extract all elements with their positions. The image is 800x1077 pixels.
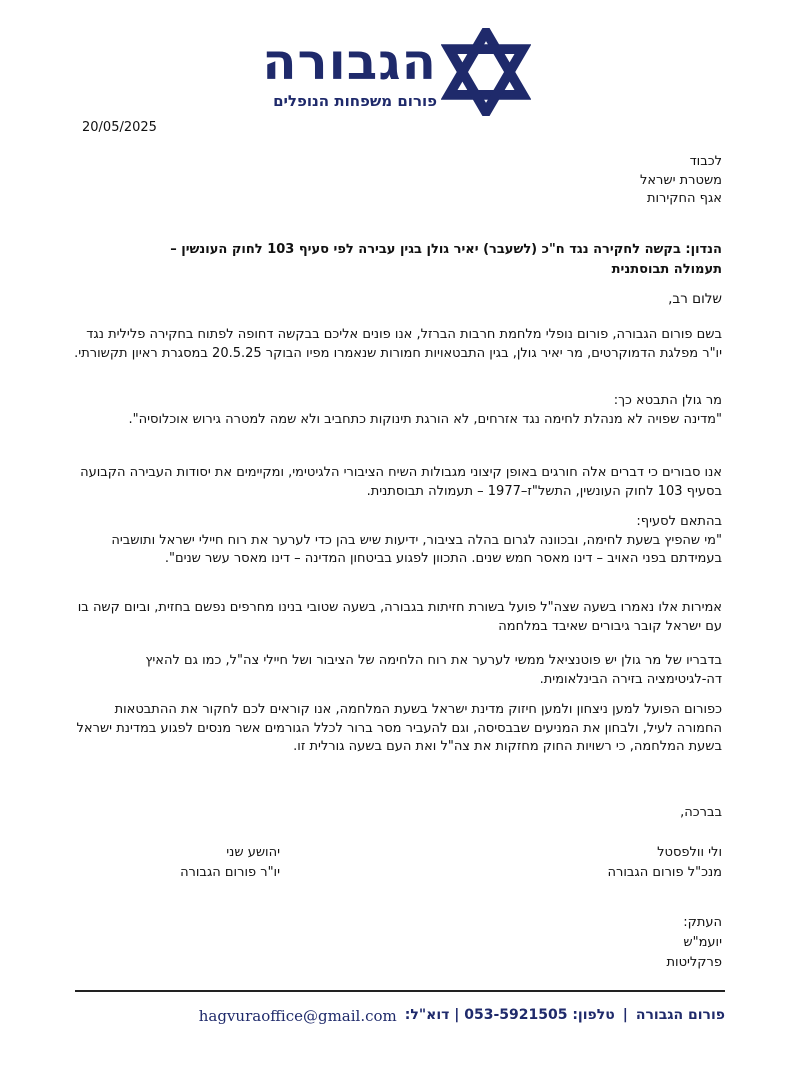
star-of-david-icon <box>441 28 531 116</box>
quote-text: "מדינה שפויה לא מנהלת לחימה נגד אזרחים, לא הורגת תינוקות כתחביב ולא שמה למטרה גירוש אוכלוסיה". <box>128 411 722 427</box>
signer-title: יו"ר פורום הגבורה <box>180 865 280 880</box>
signer-title: מנכ"ל פורום הגבורה <box>607 865 722 880</box>
footer-separator: | <box>622 1007 628 1023</box>
cc-item: יועמ"ש <box>683 935 722 950</box>
paragraph <box>72 464 722 501</box>
greeting <box>72 290 722 309</box>
paragraph-text: כפורום הפועל למען ניצחון ולמען חיזוק מדינת ישראל בשעת המלחמה, אנו קוראים לכם לחקור את ההתבטאות החמורה לעיל, ולבחון את המניעים שבבסיסה, וגם להעביר מסר ברור לכלל הגורמים אשר מנסים לפגוע במדינת ישראל בשעת המלחמה, כי רשויות החוק מחזקות את צה"ל ואת העם בשעה גורלית זו. <box>76 702 722 754</box>
logo <box>245 28 535 118</box>
paragraph-text: בהתאם לסעיף: <box>636 514 722 529</box>
letter-date: 20/05/2025 <box>82 120 157 135</box>
cc-block <box>72 913 722 973</box>
footer-phone: טלפון: 053-5921505 | דוא"ל: <box>404 1007 615 1023</box>
footer-divider <box>75 990 725 992</box>
paragraph-text: בדבריו של מר גולן יש פוטנציאל ממשי לערער את רוח הלחימה של הציבור ושל חיילי צה"ל, כמו גם להאיץ דה-לגיטימציה בזירה הבינלאומית. <box>145 653 722 687</box>
signature-right <box>472 843 722 883</box>
cc-item: פרקליטות <box>666 955 722 970</box>
paragraph-text: אנו סבורים כי דברים אלה חורגים באופן קיצוני מגבולות השיח הציבורי הלגיטימי, ומקיימים את יסודות העבירה הקבועה בסעיף 103 לחוק העונשין, התשל"ז–1977 – תעמולה תבוסתנית. <box>80 465 722 499</box>
closing-text: בברכה, <box>680 805 722 820</box>
signer-name: יהושע שני <box>226 845 280 860</box>
recipient-line: משטרת ישראל <box>639 172 722 188</box>
footer-email-link[interactable]: hagvuraoffice@gmail.com <box>198 1007 397 1025</box>
signature-left <box>80 843 280 883</box>
org-name: הגבורה <box>262 33 437 91</box>
quote-text: "מי שהפיץ בשעת לחימה, ובכוונה לגרום בהלה בציבור, ידיעות שיש בהן כדי לערער את רוח חיילי ישראל ותושביה בעמידתם בפני האויב – דינו מאסר חמש שנים. התכוון לפגוע בביטחון המדינה – דינו מאסר עשר שנים". <box>111 532 722 566</box>
paragraph <box>72 599 722 636</box>
paragraph <box>72 513 722 569</box>
footer <box>75 1007 725 1025</box>
footer-org: פורום הגבורה <box>635 1007 725 1023</box>
paragraph <box>72 701 722 757</box>
paragraph <box>72 326 722 363</box>
paragraph-text: מר גולן התבטא כך: <box>613 393 722 408</box>
recipient-line: אגף החקירות <box>646 191 722 206</box>
recipient-block <box>72 153 722 209</box>
paragraph <box>72 392 722 429</box>
paragraph-text: בשם פורום הגבורה, פורום נופלי מלחמת חרבות הברזל, אנו פונים אליכם בבקשה דחופה לפתוח בחקירה פלילית נגד יו"ר מפלגת הדמוקרטים, מר יאיר גולן, בגין התבטאויות חמורות שנאמרו מפיו הבוקר 20.5.25 במסגרת ראיון תקשורתי. <box>74 327 722 361</box>
subject-line: תעמולה תבוסתנית <box>611 262 722 277</box>
subject-line: הנדון: בקשה לחקירה נגד ח"כ (לשעבר) יאיר גולן בגין עבירה לפי סעיף 103 לחוק העונשין – <box>170 242 722 257</box>
cc-label: העתק: <box>683 915 722 930</box>
signer-name: ולי וולפסטל <box>657 845 722 860</box>
paragraph <box>72 652 722 689</box>
paragraph-text: אמירות אלו נאמרו בשעה שצה"ל פועל בשורת חזיתות בגבורה, בשעה שטובי בנינו מחרפים נפשם בחזית, וביום קשה בו עם ישראל קובר גיבורים שאיבד במלחמה <box>77 600 722 634</box>
org-subtitle: פורום משפחות הנופלים <box>273 92 437 110</box>
greeting-text: שלום רב, <box>668 291 722 307</box>
recipient-line: לכבוד <box>689 154 722 169</box>
closing <box>72 804 722 823</box>
subject-block <box>72 240 722 280</box>
